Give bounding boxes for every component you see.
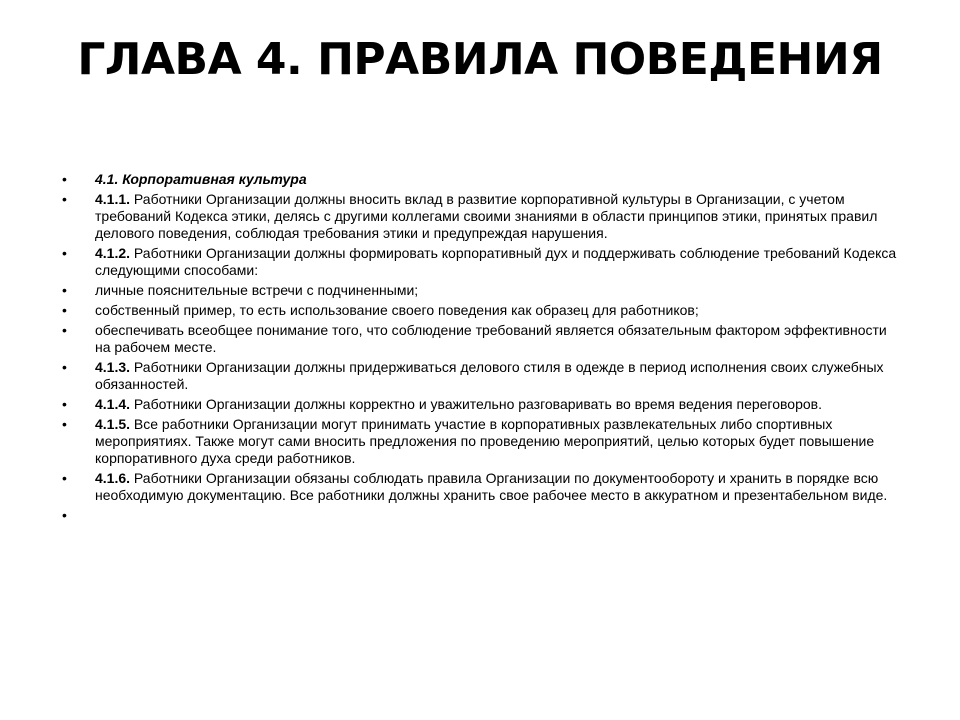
item-text: Работники Организации должны формировать корпоративный дух и поддерживать соблюдение требований Кодекса следующими способами:: [95, 245, 897, 278]
item-text: Работники Организации должны вносить вклад в развитие корпоративной культуры в Организации, с учетом требований Кодекса этики, делясь с другими коллегами своими знаниями в области принципов этики, принятых правил делового поведения, соблюдая требования этики и предупреждая нарушения.: [95, 191, 878, 241]
list-item: [62, 302, 902, 319]
item-text: Работники Организации должны корректно и уважительно разговаривать во время ведения переговоров.: [130, 396, 822, 412]
item-number: 4.1.2.: [95, 245, 131, 261]
item-text: Работники Организации должны придерживаться делового стиля в одежде в период исполнения своих служебных обязанностей.: [95, 359, 884, 392]
list-item-heading: [62, 171, 902, 188]
list-item: [62, 282, 902, 299]
item-text: Все работники Организации могут принимать участие в корпоративных развлекательных либо спортивных мероприятиях. Также могут сами вносить предложения по проведению мероприятий, целью которых будет повышение корпоративного духа среди работников.: [95, 416, 875, 466]
list-item: [62, 245, 902, 279]
list-item: [62, 359, 902, 393]
bullet-icon: •: [62, 245, 67, 261]
bullet-icon: •: [62, 322, 67, 338]
item-number: 4.1.5.: [95, 416, 131, 432]
item-text: Работники Организации обязаны соблюдать правила Организации по документообороту и хранить в порядке всю необходимую документацию. Все работники должны хранить свое рабочее место в аккуратном и презентабельном виде.: [95, 470, 888, 503]
list-item: [62, 191, 902, 242]
bullet-icon: •: [62, 191, 67, 207]
list-item: [62, 416, 902, 467]
item-number: 4.1.3.: [95, 359, 131, 375]
bullet-icon: •: [62, 416, 67, 432]
item-text: обеспечивать всеобщее понимание того, что соблюдение требований является обязательным фактором эффективности на рабочем месте.: [95, 322, 887, 355]
bullet-icon: •: [62, 171, 67, 187]
list-item: [62, 322, 902, 356]
list-item-empty: [62, 507, 902, 524]
bullet-icon: •: [62, 470, 67, 486]
bullet-list: [62, 171, 902, 527]
list-item: [62, 396, 902, 413]
bullet-icon: •: [62, 282, 67, 298]
item-number: 4.1.1.: [95, 191, 131, 207]
item-number: 4.1.6.: [95, 470, 131, 486]
slide-title: ГЛАВА 4. ПРАВИЛА ПОВЕДЕНИЯ: [77, 34, 883, 85]
item-text: личные пояснительные встречи с подчиненными;: [95, 282, 419, 298]
bullet-icon: •: [62, 507, 67, 523]
bullet-icon: •: [62, 359, 67, 375]
bullet-icon: •: [62, 302, 67, 318]
bullet-icon: •: [62, 396, 67, 412]
item-number: 4.1.4.: [95, 396, 131, 412]
list-item: [62, 470, 902, 504]
section-heading: 4.1. Корпоративная культура: [95, 171, 307, 187]
item-text: собственный пример, то есть использование своего поведения как образец для работников;: [95, 302, 699, 318]
